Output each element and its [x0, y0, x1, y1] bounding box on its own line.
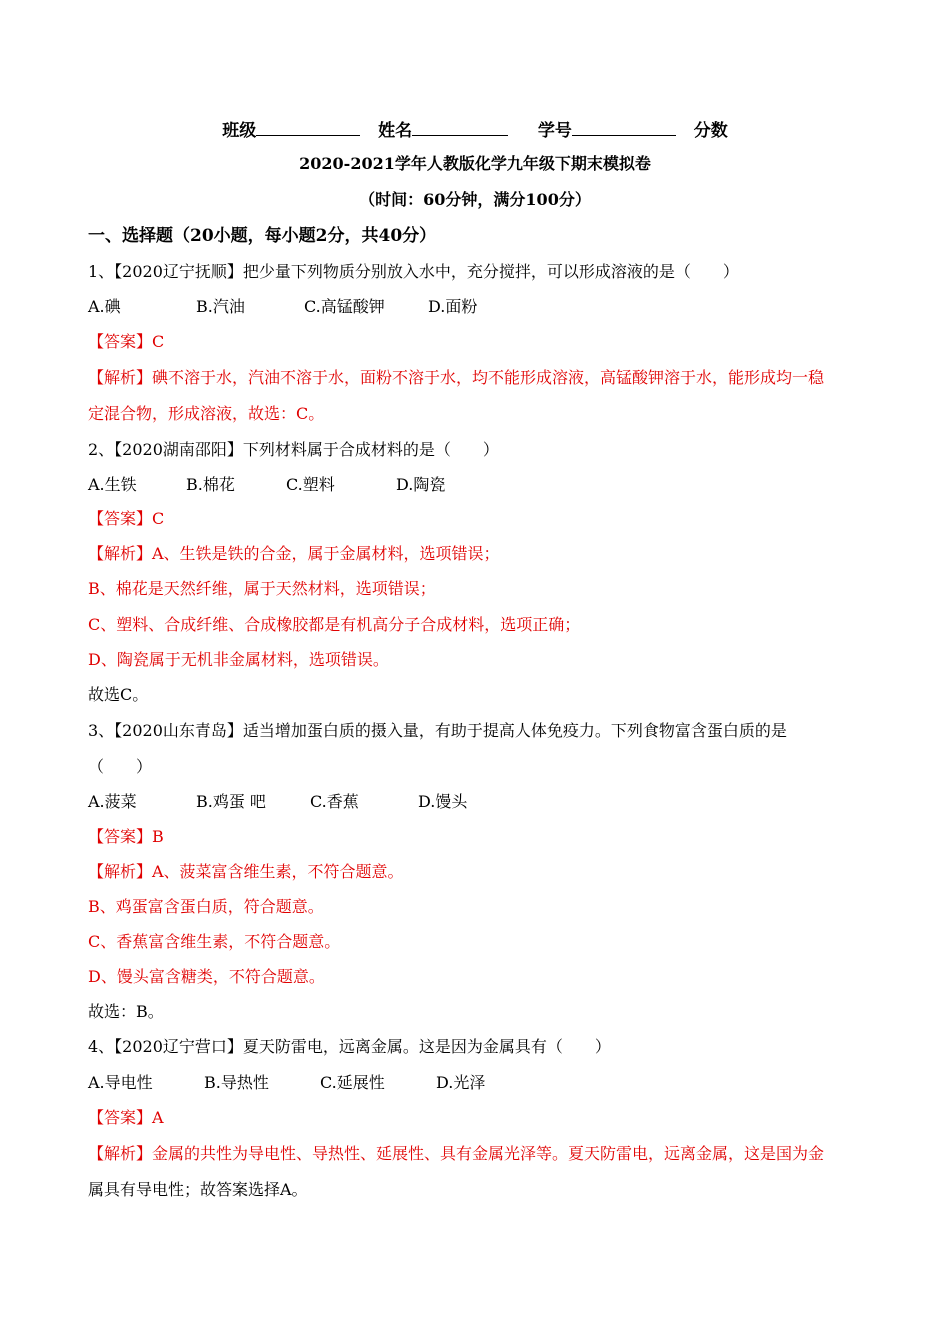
section-title: 一、选择题（20小题，每小题2分，共40分） [88, 226, 437, 246]
class-blank[interactable] [256, 118, 360, 136]
q4-analysis-line-1: 【解析】金属的共性为导电性、导热性、延展性、具有金属光泽等。夏天防雷电，远离金属，这是国为金 [88, 1144, 825, 1163]
q3-stem-continued: （ ） [88, 757, 153, 776]
q4-stem: 4、【2020辽宁营口】夏天防雷电，远离金属。这是因为金属具有（ ） [88, 1037, 611, 1056]
exam-title: 2020-2021学年人教版化学九年级下期末模拟卷 [299, 154, 651, 173]
q4-option-c: C.延展性 [320, 1073, 385, 1092]
q2-conclusion: 故选C。 [88, 685, 149, 704]
id-blank[interactable] [572, 118, 676, 136]
q1-analysis-line-1: 【解析】碘不溶于水，汽油不溶于水，面粉不溶于水，均不能形成溶液，高锰酸钾溶于水，能形成均一稳 [88, 368, 825, 387]
q1-options [88, 297, 477, 317]
q3-analysis-line-4: D、馒头富含糖类，不符合题意。 [88, 967, 325, 986]
q3-analysis-line-1: 【解析】A、菠菜富含维生素，不符合题意。 [88, 862, 404, 881]
q3-options [88, 792, 467, 812]
q2-option-c: C.塑料 [286, 475, 335, 494]
q2-option-b: B.棉花 [186, 475, 235, 494]
q2-option-d: D.陶瓷 [396, 475, 446, 494]
q4-analysis-line-2-text: 属具有导电性；故答案选择A。 [88, 1180, 308, 1199]
q1-analysis-line-2: 定混合物，形成溶液，故选：C。 [88, 404, 325, 423]
q4-answer: 【答案】A [88, 1108, 164, 1127]
q1-answer: 【答案】C [88, 332, 165, 351]
q1-option-b: B.汽油 [196, 297, 245, 316]
q3-option-c: C.香蕉 [310, 792, 359, 811]
q2-stem: 2、【2020湖南邵阳】下列材料属于合成材料的是（ ） [88, 440, 499, 459]
q2-analysis-line-3: C、塑料、合成纤维、合成橡胶都是有机高分子合成材料，选项正确； [88, 615, 581, 634]
q2-options [88, 475, 445, 495]
q3-analysis-line-3: C、香蕉富含维生素，不符合题意。 [88, 932, 341, 951]
name-label: 姓名 [378, 121, 413, 141]
q1-stem: 1、【2020辽宁抚顺】把少量下列物质分别放入水中，充分搅拌，可以形成溶液的是（ ） [88, 262, 739, 281]
q3-option-b: B.鸡蛋 吧 [196, 792, 266, 811]
q2-answer: 【答案】C [88, 509, 165, 528]
q2-analysis-line-4: D、陶瓷属于无机非金属材料，选项错误。 [88, 650, 389, 669]
q3-answer: 【答案】B [88, 827, 164, 846]
score-label: 分数 [693, 121, 728, 141]
name-blank[interactable] [412, 118, 508, 136]
q4-option-b: B.导热性 [204, 1073, 269, 1092]
q4-options [88, 1073, 485, 1093]
q1-option-c: C.高锰酸钾 [304, 297, 385, 316]
q3-conclusion: 故选：B。 [88, 1002, 164, 1021]
student-info-line [0, 118, 950, 141]
q1-option-d: D.面粉 [428, 297, 478, 316]
q4-option-d: D.光泽 [436, 1073, 486, 1092]
q3-stem: 3、【2020山东青岛】适当增加蛋白质的摄入量，有助于提高人体免疫力。下列食物富含蛋白质的是 [88, 721, 787, 740]
q2-analysis-line-1: 【解析】A、生铁是铁的合金，属于金属材料，选项错误； [88, 544, 500, 563]
q2-option-a: A.生铁 [88, 475, 137, 494]
q2-analysis-line-2: B、棉花是天然纤维，属于天然材料，选项错误； [88, 579, 436, 598]
q4-analysis-line-2 [88, 1180, 308, 1200]
q3-option-d: D.馒头 [418, 792, 468, 811]
exam-subtitle: （时间：60分钟，满分100分） [359, 190, 591, 209]
q3-option-a: A.菠菜 [88, 792, 137, 811]
q3-analysis-line-2: B、鸡蛋富含蛋白质，符合题意。 [88, 897, 324, 916]
class-label: 班级 [222, 121, 257, 141]
id-label: 学号 [537, 121, 572, 141]
q1-option-a: A.碘 [88, 297, 121, 316]
q4-option-a: A.导电性 [88, 1073, 153, 1092]
